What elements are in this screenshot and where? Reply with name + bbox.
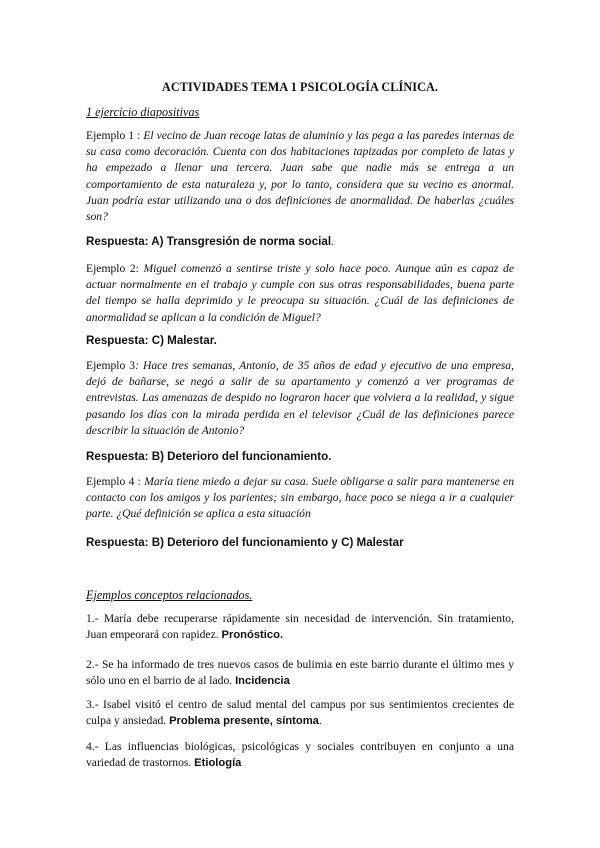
- concept-1-text: 1.- María debe recuperarse rápidamente sin necesidad de intervención. Sin tratamiento, Juan empeorará con rapidez.: [86, 612, 514, 642]
- example-4-label: Ejemplo 4 :: [86, 475, 145, 488]
- concept-4-term: Etiología: [194, 757, 242, 770]
- section2-heading: Ejemplos conceptos relacionados.: [86, 588, 253, 602]
- concept-2: [86, 657, 514, 689]
- answer-4-label: Respuesta: B) Deterioro del funcionamiento y C) Malestar: [86, 536, 404, 549]
- example-1-text: El vecino de Juan recoge latas de aluminio y las pega a las paredes internas de su casa como decoración. Cuenta con dos habitaciones tapizadas por completo de latas y ha empezado a llenar una tercera. Juan sabe que nadie más se entrega a un comportamiento de esta naturaleza y, por lo tanto, considera que su vecino es anormal. Juan podría estar utilizando una o dos definiciones de anormalidad. De haberlas ¿cuáles son?: [86, 129, 514, 224]
- concept-2-term: Incidencia: [235, 675, 290, 688]
- example-1-label: Ejemplo 1 :: [86, 129, 144, 142]
- example-3: [86, 358, 514, 439]
- answer-4: [86, 535, 514, 550]
- example-2-text: Miguel comenzó a sentirse triste y solo hace poco. Aunque aún es capaz de actuar normalmente en el trabajo y cumple con sus otras responsabilidades, buena parte del tiempo se halla deprimido y le preocupa su situación. ¿Cuál de las definiciones de anormalidad se aplican a la condición de Miguel?: [86, 262, 514, 324]
- answer-1-label: Respuesta: A) Transgresión de norma social: [86, 235, 332, 248]
- page-title: ACTIVIDADES TEMA 1 PSICOLOGÍA CLÍNICA.: [161, 80, 439, 94]
- concept-2-text: 2.- Se ha informado de tres nuevos casos de bulimia en este barrio durante el último mes y sólo uno en el barrio de al lado.: [86, 658, 514, 688]
- example-4: [86, 474, 514, 523]
- concept-3-text: 3.- Isabel visitó el centro de salud mental del campus por sus sentimientos crecientes de culpa y ansiedad.: [86, 698, 514, 728]
- example-2-label: Ejemplo 2:: [86, 262, 144, 275]
- answer-2-label: Respuesta: C) Malestar.: [86, 334, 217, 347]
- example-1: [86, 128, 514, 225]
- answer-1: [86, 234, 514, 249]
- concept-3-term: Problema presente, síntoma: [169, 715, 319, 728]
- answer-2: [86, 333, 514, 348]
- section1-heading: 1 ejercicio diapositivas: [86, 105, 200, 119]
- answer-1-suffix: .: [331, 234, 335, 248]
- example-3-text: : Hace tres semanas, Antonio, de 35 años de edad y ejecutivo de una empresa, dejó de bañarse, se negó a salir de su apartamento y comenzó a ver programas de entrevistas. Las amenazas de despido no lograron hacer que volviera a la realidad, y sigue pasando los días con la mirada perdida en el televisor ¿Cuál de las definiciones parece describir la situación de Antonio?: [86, 359, 514, 437]
- example-2: [86, 261, 514, 326]
- concept-1-term: Pronóstico.: [221, 629, 284, 642]
- concept-3-suffix: .: [318, 714, 322, 728]
- example-3-label: Ejemplo 3: [86, 359, 136, 372]
- concept-1: [86, 611, 514, 643]
- answer-3-label: Respuesta: B) Deterioro del funcionamiento.: [86, 450, 332, 463]
- concept-4: [86, 739, 514, 771]
- answer-3: [86, 449, 514, 464]
- concept-4-text: 4.- Las influencias biológicas, psicológicas y sociales contribuyen en conjunto a una variedad de trastornos.: [86, 740, 514, 770]
- concept-3: [86, 697, 514, 729]
- example-4-text: María tiene miedo a dejar su casa. Suele obligarse a salir para mantenerse en contacto con los amigos y los parientes; sin embargo, hace poco se niega a ir a cualquier parte. ¿Qué definición se aplica a esta situación: [86, 475, 514, 521]
